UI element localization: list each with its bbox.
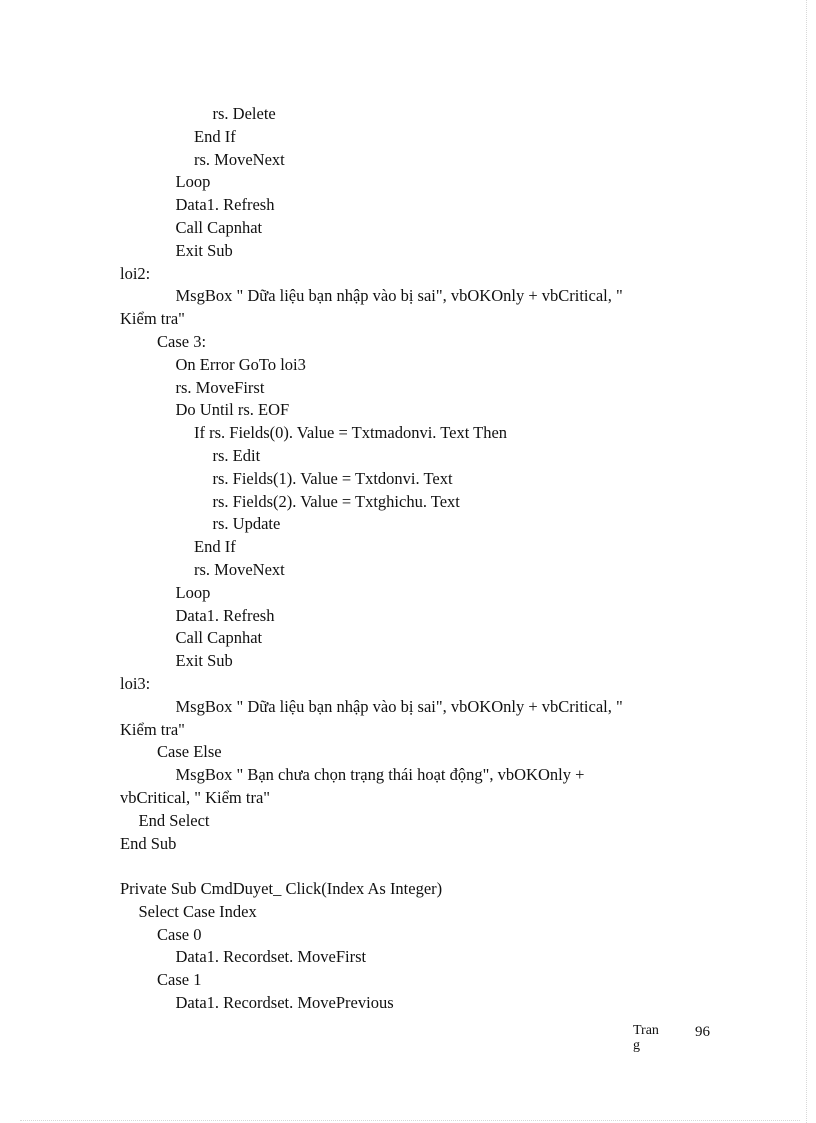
code-line: Exit Sub — [175, 240, 233, 260]
code-line: rs. MoveNext — [194, 559, 285, 579]
code-line: MsgBox " Dữa liệu bạn nhập vào bị sai", vbOKOnly + vbCritical, " — [175, 286, 623, 306]
code-line: rs. Update — [212, 514, 281, 534]
code-line: Select Case Index — [138, 901, 257, 921]
code-line: rs. Edit — [212, 445, 261, 465]
code-line: End If — [194, 126, 236, 146]
code-line: rs. Fields(2). Value = Txtghichu. Text — [212, 491, 460, 511]
code-line: End Sub — [120, 833, 177, 853]
code-line: Case Else — [157, 742, 222, 762]
code-line: rs. MoveFirst — [175, 377, 265, 397]
code-line: Case 1 — [157, 970, 202, 990]
code-line: MsgBox " Bạn chưa chọn trạng thái hoạt động", vbOKOnly + — [175, 765, 585, 785]
code-line: Exit Sub — [175, 651, 233, 671]
code-line: Data1. Recordset. MovePrevious — [175, 993, 394, 1013]
code-line: Loop — [175, 582, 211, 602]
code-line: rs. Delete — [212, 104, 276, 123]
code-line: End Select — [138, 810, 210, 830]
code-line: Case 0 — [157, 924, 202, 944]
page-number: 96 — [695, 1024, 710, 1040]
code-line: Data1. Refresh — [175, 195, 275, 215]
code-line: Call Capnhat — [175, 628, 263, 648]
code-line: Private Sub CmdDuyet_ Click(Index As Integer) — [120, 879, 443, 899]
code-line: loi3: — [120, 673, 151, 693]
blank-line — [120, 855, 710, 878]
code-line: Case 3: — [157, 331, 207, 351]
code-line: rs. MoveNext — [194, 149, 285, 169]
bottom-margin-rule — [20, 1120, 800, 1121]
code-listing — [120, 103, 710, 1015]
code-line: vbCritical, " Kiểm tra" — [120, 787, 271, 807]
code-line: rs. Fields(1). Value = Txtdonvi. Text — [212, 468, 453, 488]
page-footer-label: Trang — [633, 1023, 659, 1053]
code-line: loi2: — [120, 263, 151, 283]
code-line: Data1. Recordset. MoveFirst — [175, 947, 367, 967]
code-line: MsgBox " Dữa liệu bạn nhập vào bị sai", vbOKOnly + vbCritical, " — [175, 696, 623, 716]
code-line: Loop — [175, 172, 211, 192]
code-line: Call Capnhat — [175, 217, 263, 237]
code-line: End If — [194, 537, 236, 557]
code-line: Kiểm tra" — [120, 719, 185, 739]
code-line: If rs. Fields(0). Value = Txtmadonvi. Text Then — [194, 423, 508, 443]
code-line: Do Until rs. EOF — [175, 400, 290, 420]
code-line: On Error GoTo loi3 — [175, 354, 306, 374]
right-margin-rule — [806, 0, 807, 1123]
code-line: Data1. Refresh — [175, 605, 275, 625]
code-line: Kiểm tra" — [120, 309, 185, 329]
